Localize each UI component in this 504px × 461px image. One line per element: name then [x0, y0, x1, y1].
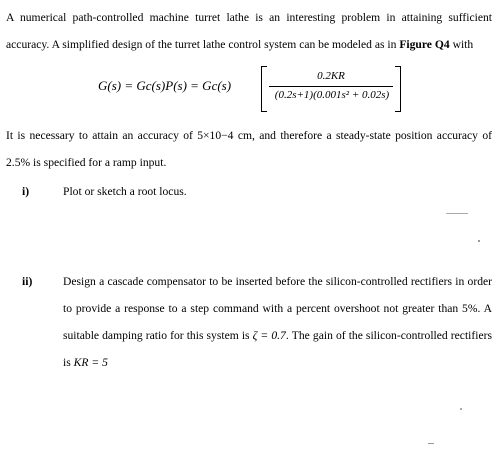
transfer-function-equation — [88, 62, 418, 118]
rectifier-gain: KR = 5 — [73, 356, 108, 369]
intro-text-end: with — [449, 38, 474, 51]
right-bracket — [395, 66, 401, 112]
equation-denominator: (0.2s+1)(0.001s² + 0.02s) — [274, 89, 390, 101]
equation-lhs: G(s) = Gc(s)P(s) = Gc(s) — [98, 78, 232, 93]
intro-text: A numerical path-controlled machine turret lathe is an interesting problem in attaining sufficient accuracy. A simplified design of the turret lathe control system can be modeled as in — [6, 11, 492, 51]
scan-artifact — [460, 408, 462, 410]
damping-ratio: ζ = 0.7 — [252, 329, 286, 342]
item-text — [63, 268, 492, 376]
item-text-part: Design a cascade compensator to be inserted before the silicon-controlled rectifiers in order to provide a response to a step command with a percent overshoot not greater than 5%. A suitable damping ratio for this system is — [63, 275, 492, 342]
intro-paragraph — [6, 4, 492, 58]
scan-artifact — [446, 213, 468, 214]
left-bracket — [261, 66, 267, 112]
item-text-part: . The gain of the silicon-controlled rectifiers is — [63, 329, 492, 369]
equation-numerator: 0.2KR — [317, 70, 345, 82]
accuracy-paragraph: It is necessary to attain an accuracy of 5×10−4 cm, and therefore a steady-state position accuracy of 2.5% is specified for a ramp input. — [6, 129, 492, 169]
scan-artifact — [478, 240, 480, 242]
fraction-bar — [269, 86, 393, 87]
figure-reference: Figure Q4 — [399, 38, 450, 51]
item-label: ii) — [22, 275, 33, 288]
scan-artifact — [428, 443, 434, 444]
item-label: i) — [22, 185, 30, 198]
item-text: Plot or sketch a root locus. — [63, 185, 187, 198]
